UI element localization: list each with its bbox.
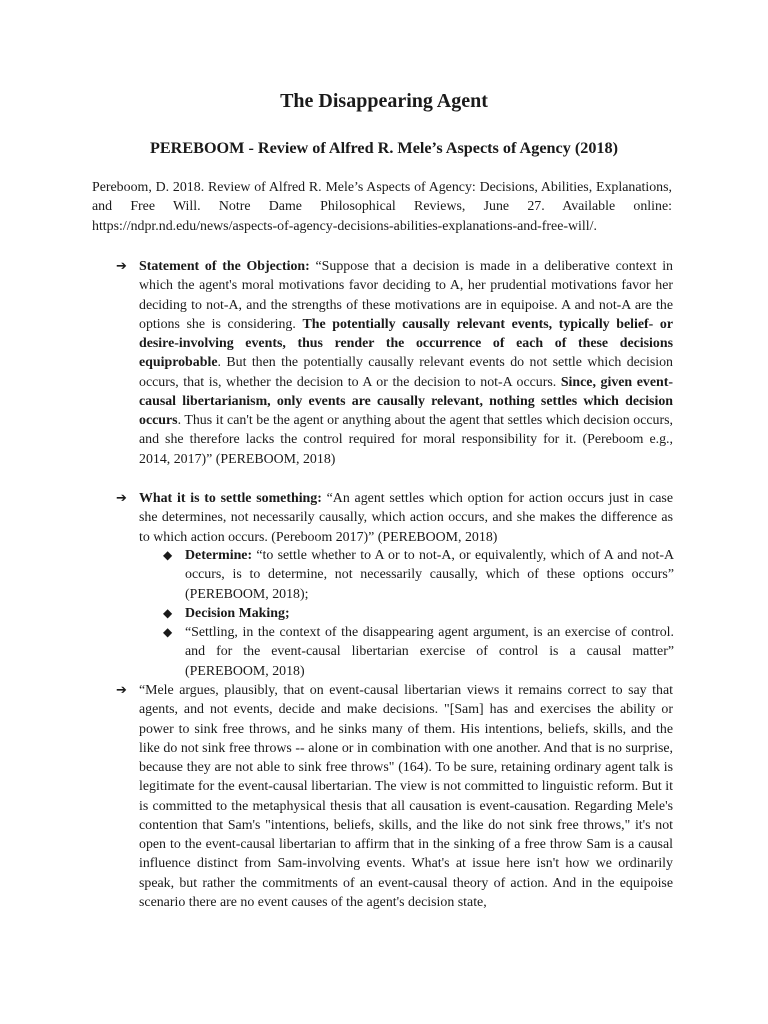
page-subtitle: PEREBOOM - Review of Alfred R. Mele’s Aspects of Agency (2018) (149, 139, 618, 157)
sub-bullet-text (185, 604, 674, 623)
bullet-mele-argument (116, 681, 676, 912)
bullet-settle (116, 489, 676, 547)
citation-url: https://ndpr.nd.edu/news/aspects-of-agency-decisions-abilities-explanations-and-free-will/. (92, 218, 597, 234)
bullet-label: What it is to settle something: (139, 491, 322, 506)
diamond-bullet-icon: ◆ (163, 625, 173, 639)
sub-bullet-determine (163, 546, 675, 604)
diamond-bullet-icon: ◆ (163, 606, 173, 620)
bullet-objection (116, 257, 676, 469)
sub-bullet-decision-making (163, 604, 675, 623)
bullet-label: Statement of the Objection: (139, 259, 310, 274)
diamond-bullet-icon: ◆ (163, 548, 173, 562)
sub-bullet-label: Determine: (185, 548, 253, 563)
bullet-text: Statement of the Objection: “Suppose that a decision is made in a deliberative context in which the agent's moral motivations favor deciding to A, her prudential motivations favor her deciding to not-A, and the strengths of these motivations are in equipoise. A and not-A are the options she is considering. The potentially causally relevant events, typically belief- or desire-involving events, thus render the occurrence of each of these decisions equiprobable. But then the potentially causally relevant events do not settle which decision occurs, that is, whether the decision to A or the decision to not-A occurs. Since, given event-causal libertarianism, only events are causally relevant, nothing settles which decision occurs. Thus it can't be the agent or anything about the agent that settles which decision occurs, and she therefore lacks the control required for moral responsibility for it. (Pereboom e.g., 2014, 2017)” (PEREBOOM, 2018) (139, 259, 674, 467)
arrow-bullet-icon: ➔ (116, 491, 127, 506)
reference-citation (92, 178, 672, 236)
bullet-text: What it is to settle something: “An agent settles which option for action occurs just in case she determines, not necessarily causally, which action occurs, and she makes the difference as to which action occurs. (Pereboom 2017)” (PEREBOOM, 2018) (139, 491, 673, 545)
citation-text: Pereboom, D. 2018. Review of Alfred R. Mele’s Aspects of Agency: Decisions, Abilities, Explanations, and Free Will. Notre Dame Philosophical Reviews, June 27. Available online: (92, 180, 672, 215)
arrow-bullet-icon: ➔ (116, 259, 127, 274)
sub-bullet-label: Decision Making; (185, 606, 290, 621)
bullet-text: “Mele argues, plausibly, that on event-causal libertarian views it remains correct to say that agents, and not events, decide and make decisions. "[Sam] has and exercises the ability or power to sink free throws, and he sinks many of them. His intentions, beliefs, skills, and the like do not sink free throws -- alone or in combination with one another. And that is no surprise, because they are not able to sink free throws" (164). To be sure, retaining ordinary agent talk is legitimate for the event-causal libertarian. The view is not committed to linguistic reform. But it is committed to the metaphysical thesis that all causation is event-causation. Regarding Mele's contention that Sam's "intentions, beliefs, skills, and the like do not sink free throws," it's not open to the event-causal libertarian to affirm that in the sinking of a free throw Sam is a causal influence distinct from Sam-involving events. What's at issue here isn't how we ordinarily speak, but rather the commitments of an event-causal theory of action. And in the equipoise scenario there are no event causes of the agent's decision state, (139, 683, 673, 910)
sub-bullet-text: Determine: “to settle whether to A or to not-A, or equivalently, which of A and not-A occurs, is to determine, not necessarily causally, which of these options occurs” (PEREBOOM, 2018); (185, 548, 674, 602)
sub-bullet-text: “Settling, in the context of the disappearing agent argument, is an exercise of control. and for the event-causal libertarian exercise of control is a causal matter” (PEREBOOM, 2018) (185, 625, 674, 679)
page-title: The Disappearing Agent (280, 90, 488, 112)
sub-bullet-settling (163, 623, 675, 681)
arrow-bullet-icon: ➔ (116, 683, 127, 698)
